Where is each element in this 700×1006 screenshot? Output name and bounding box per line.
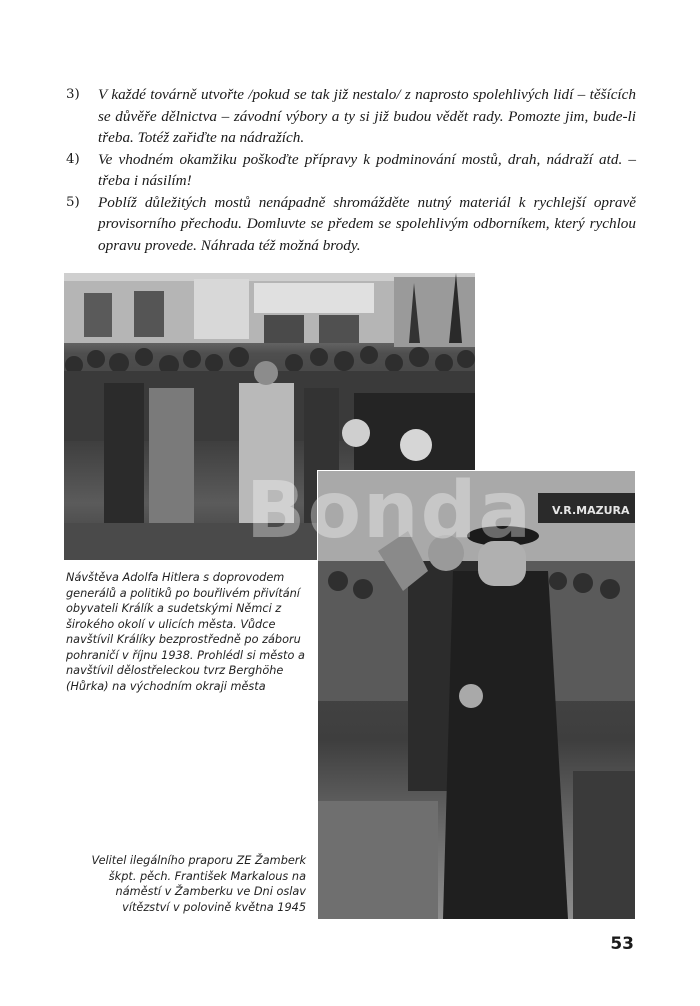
list-item xyxy=(66,149,636,192)
list-number: 5) xyxy=(66,194,80,210)
list-text: V každé továrně utvořte /pokud se tak již nestalo/ z naprosto spolehlivých lidí – těšících se důvěře dělnictva – závodní výbory a ty si již budou vědět rady. Pomozte jim, bude-li třeba. Totéž zařiďte na nádražích. xyxy=(98,86,636,146)
shop-sign: V.R.MAZURA xyxy=(552,504,630,517)
watermark: Bonda xyxy=(246,466,534,556)
page-number: 53 xyxy=(610,934,634,954)
list-text: Ve vhodném okamžiku poškoďte přípravy k podminování mostů, drah, nádraží atd. – třeba i násilím! xyxy=(98,150,636,189)
photo-markalous xyxy=(317,470,635,919)
caption-second-photo: Velitel ilegálního praporu ZE Žamberk škpt. pěch. František Markalous na náměstí v Žamberku ve Dni oslav vítězství v polovině května 1945 xyxy=(91,854,306,914)
list-text: Poblíž důležitých mostů nenápadně shromážděte nutný materiál k rychlejší opravě provisorního přechodu. Domluvte se předem se spolehlivým odborníkem, který rychlou opravu provede. Náhrada též možná brody. xyxy=(98,193,636,254)
list-item xyxy=(66,84,636,149)
photo-markalous-art xyxy=(318,471,635,919)
numbered-list xyxy=(66,84,636,256)
list-number: 4) xyxy=(66,151,80,167)
list-number: 3) xyxy=(66,87,80,102)
list-item xyxy=(66,192,636,257)
caption-first-photo: Návštěva Adolfa Hitlera s doprovodem generálů a politiků po bouřlivém přivítání obyvateli Králík a sudetskými Němci z širokého okolí v ulicích města. Vůdce navštívil Králíky bezprostředně po záboru pohraničí v říjnu 1938. Prohlédl si město a navštívil dělostřeleckou tvrz Berghöhe (Hůrka) na východním okraji města xyxy=(66,571,305,693)
